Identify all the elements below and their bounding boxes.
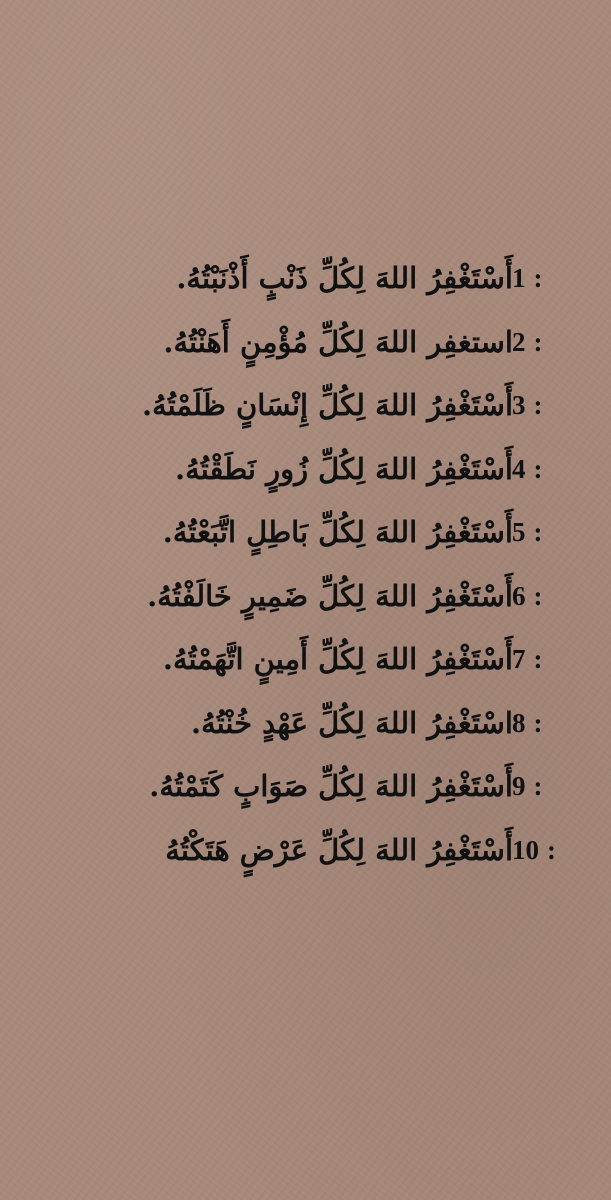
line-text: أَسْتَغْفِرُ اللهَ لِكُلِّ عَرْضٍ هَتَكْتُهُ	[165, 832, 513, 867]
line-text: أَسْتَغْفِرُ اللهَ لِكُلِّ صَوَابٍ كَتَمْتُهُ.	[149, 769, 513, 803]
list-item	[0, 756, 611, 820]
line-number	[512, 701, 544, 745]
line-text: أَسْتَغْفِرُ اللهَ لِكُلِّ زُورٍ نَطَقْتُهُ.	[175, 451, 513, 486]
line-text: أَسْتَغْفِرُ اللهَ لِكُلِّ ضَمِيرٍ خَالَفْتُهُ.	[147, 578, 513, 613]
list-item	[0, 312, 611, 376]
line-text: استغفِر اللهَ لِكُلِّ مُؤْمِنٍ أَهَنْتُهُ.	[163, 324, 513, 359]
separator: :	[533, 707, 543, 738]
line-number	[512, 383, 544, 427]
separator: :	[533, 771, 543, 801]
list-item	[0, 248, 611, 312]
number-value: 10	[512, 834, 539, 865]
list-item	[0, 375, 611, 439]
number-value: 9	[512, 771, 526, 801]
separator: :	[533, 644, 543, 674]
line-text: أَسْتَغْفِرُ اللهَ لِكُلِّ ذَنْبٍ أَذْنَبْتُهُ.	[176, 261, 513, 295]
separator: :	[533, 263, 543, 293]
list-item	[0, 629, 611, 693]
line-text: اسْتَغْفِرُ اللهَ لِكُلِّ عَهْدٍ خُنْتُهُ.	[191, 705, 513, 740]
number-value: 7	[512, 644, 526, 674]
line-number	[512, 320, 544, 364]
list-item	[0, 439, 611, 503]
line-number	[512, 447, 544, 491]
line-number	[512, 764, 544, 808]
list-item	[0, 502, 611, 566]
line-text: أَسْتَغْفِرُ اللهَ لِكُلِّ أَمِينٍ اتَّهَمْتُهُ.	[162, 642, 513, 676]
number-value: 4	[512, 453, 526, 484]
separator: :	[533, 326, 543, 357]
line-number	[512, 828, 556, 872]
number-value: 1	[512, 263, 526, 293]
number-value: 6	[512, 580, 526, 611]
list-item	[0, 566, 611, 630]
list-item	[0, 820, 611, 884]
separator: :	[533, 580, 543, 611]
number-value: 3	[512, 390, 526, 420]
separator: :	[533, 453, 543, 484]
list-item	[0, 693, 611, 757]
number-value: 5	[512, 517, 526, 547]
separator: :	[533, 517, 543, 547]
istighfar-list	[0, 248, 611, 883]
line-number	[512, 637, 544, 681]
separator: :	[533, 390, 543, 420]
separator: :	[547, 834, 556, 865]
line-number	[512, 574, 544, 618]
line-text: أَسْتَغْفِرُ اللهَ لِكُلِّ بَاطِلٍ اتَّبَعْتُهُ.	[162, 515, 513, 549]
number-value: 2	[512, 326, 526, 357]
line-text: أَسْتَغْفِرُ اللهَ لِكُلِّ إِنْسَانٍ ظَلَمْتُهُ.	[142, 388, 513, 422]
number-value: 8	[512, 707, 526, 738]
line-number	[512, 256, 544, 300]
line-number	[512, 510, 544, 554]
